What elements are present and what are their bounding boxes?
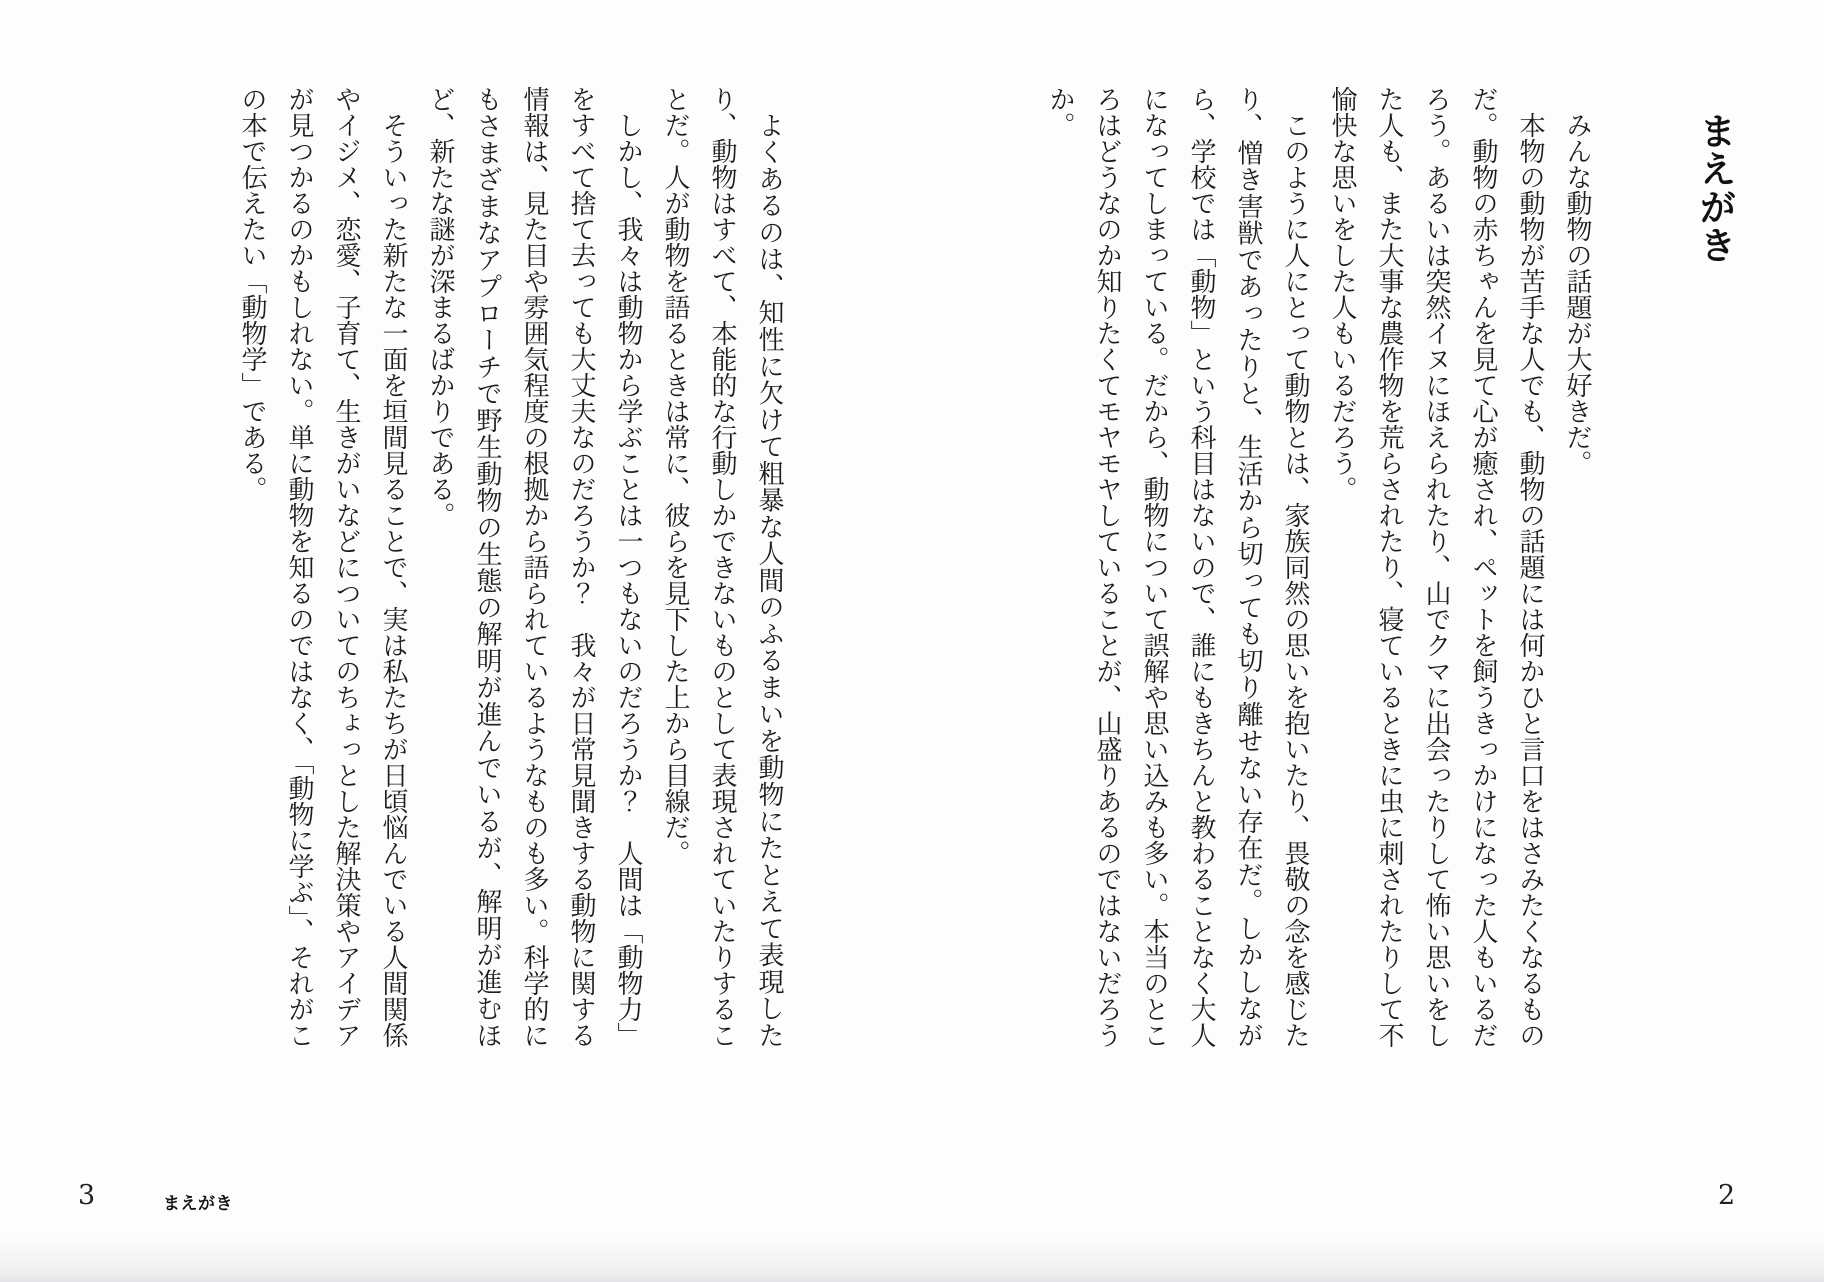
paragraph: このように人にとって動物とは、家族同然の思いを抱いたり、畏敬の念を感じたり、憎き害獣であったりと、生活から切っても切り離せない存在だ。しかしながら、学校では「動物」という科目はないので、誰にもきちんと教わることなく大人になってしまっている。だから、動物について誤解や思い込みも多い。本当のところはどうなのか知りたくてモヤモヤしていることが、山盛りあるのではないだろうか。 [1045,86,1310,1048]
page-bottom-shadow [0,1236,1824,1282]
paragraph: しかし、我々は動物から学ぶことは一つもないのだろうか？ 人間は「動物力」をすべて捨て去っても大丈夫なのだろうか？ 我々が日常見聞きする動物に関する情報は、見た目や雰囲気程度の根拠から語られているようなものも多い。科学的にもさまざまなアプローチで野生動物の生態の解明が進んでいるが、解明が進むほど、新たな謎が深まるばかりである。 [425,86,643,1048]
paragraph: よくあるのは、知性に欠けて粗暴な人間のふるまいを動物にたとえて表現したり、動物はすべて、本能的な行動しかできないものとして表現されていたりすることだ。人が動物を語るときは常に、彼らを見下した上から目線だ。 [660,86,784,1049]
running-title: まえがき [163,1194,233,1214]
paragraph: そういった新たな一面を垣間見ることで、実は私たちが日頃悩んでいる人間関係やイジメ、恋愛、子育て、生きがいなどについてのちょっとした解決策やアイデアが見つかるのかもしれない。単に動物を知るのではなく、「動物に学ぶ」、それがこの本で伝えたい「動物学」である。 [237,86,408,1048]
paragraph: みんな動物の話題が大好きだ。 [1562,112,1592,476]
chapter-title: まえがき [1693,112,1736,264]
page-number-right: 2 [1718,1180,1736,1211]
paragraph: 本物の動物が苦手な人でも、動物の話題には何かひと言口をはさみたくなるものだ。動物の赤ちゃんを見て心が癒され、ペットを飼うきっかけになった人もいるだろう。あるいは突然イヌにほえられたり、山でクマに出会ったりして怖い思いをした人も、また大事な農作物を荒らされたり、寝ているときに虫に刺されたりして不愉快な思いをした人もいるだろう。 [1327,86,1545,1048]
page-number-left: 3 [78,1180,96,1211]
left-page-body [222,86,792,1048]
right-page-body [1030,86,1600,1048]
